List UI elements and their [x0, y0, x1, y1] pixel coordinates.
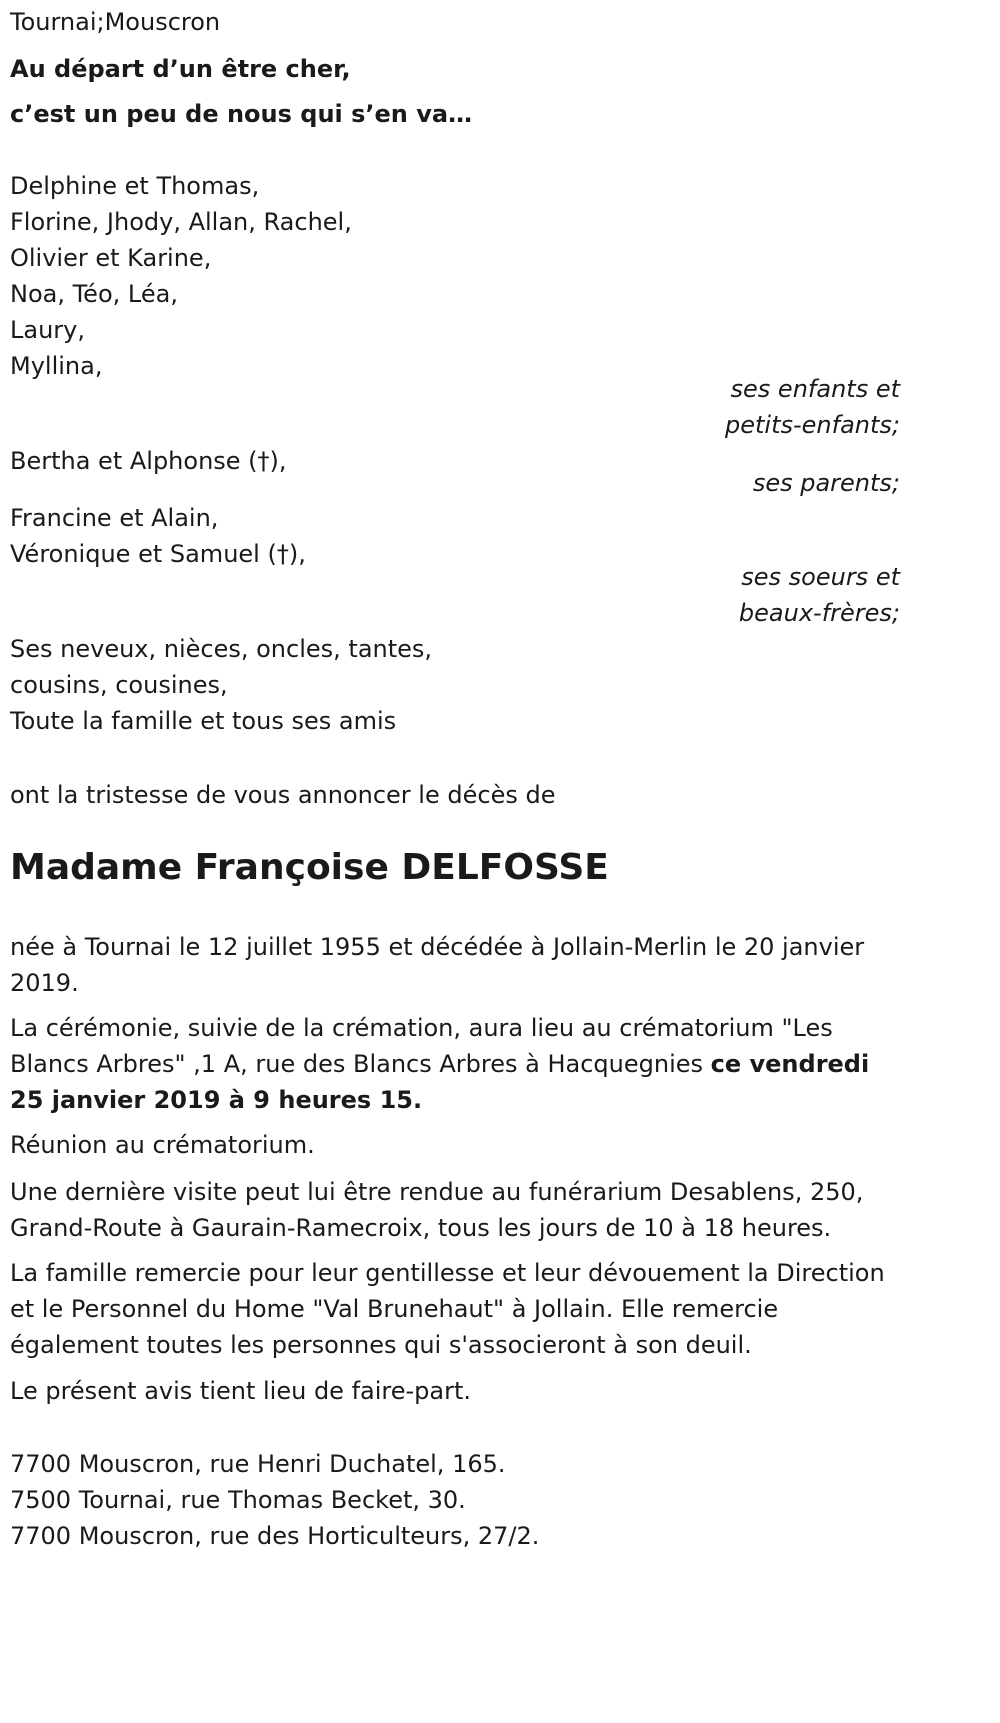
children-line: Florine, Jhody, Allan, Rachel,	[10, 208, 352, 236]
birth-death-text: née à Tournai le 12 juillet 1955 et décédée à Jollain-Merlin le 20 janvier 2019.	[10, 933, 865, 997]
quote-line-1: Au départ d’un être cher,	[10, 55, 351, 83]
extended-family-line: cousins, cousines,	[10, 671, 228, 699]
ceremony-text: La cérémonie, suivie de la crémation, aura lieu au crématorium "Les Blancs Arbres" ,1 A, rue des Blancs Arbres à Hacquegnies	[10, 1014, 833, 1078]
siblings-line: Véronique et Samuel (†),	[10, 540, 306, 568]
children-role-line-1: ses enfants et	[730, 375, 900, 403]
extended-family-line: Toute la famille et tous ses amis	[10, 707, 397, 735]
children-line: Noa, Téo, Léa,	[10, 280, 178, 308]
location-text: Tournai;Mouscron	[10, 8, 221, 36]
address-line: 7700 Mouscron, rue Henri Duchatel, 165.	[10, 1450, 506, 1478]
parents-line: Bertha et Alphonse (†),	[10, 447, 287, 475]
parents-role: ses parents;	[752, 469, 900, 497]
meeting-text: Réunion au crématorium.	[10, 1131, 315, 1159]
announcement-text: ont la tristesse de vous annoncer le décès de	[10, 781, 556, 809]
extended-family-line: Ses neveux, nièces, oncles, tantes,	[10, 635, 433, 663]
notice-text: Le présent avis tient lieu de faire-part.	[10, 1377, 472, 1405]
deceased-name: Madame Françoise DELFOSSE	[10, 847, 609, 888]
ceremony-date: ce vendredi 25 janvier 2019 à 9 heures 15.	[10, 1050, 870, 1114]
siblings-role-line-2: beaux-frères;	[738, 599, 900, 627]
siblings-line: Francine et Alain,	[10, 504, 219, 532]
children-line: Laury,	[10, 316, 85, 344]
children-role-line-2: petits-enfants;	[725, 411, 900, 439]
children-line: Delphine et Thomas,	[10, 172, 260, 200]
children-line: Olivier et Karine,	[10, 244, 212, 272]
children-line: Myllina,	[10, 352, 103, 380]
siblings-role-line-1: ses soeurs et	[741, 563, 900, 591]
thanks-text: La famille remercie pour leur gentillesse et leur dévouement la Direction et le Personnel du Home "Val Brunehaut" à Jollain. Elle remercie également toutes les personnes qui s'associeront à son deuil.	[10, 1259, 885, 1359]
quote-line-2: c’est un peu de nous qui s’en va…	[10, 100, 473, 128]
visit-text: Une dernière visite peut lui être rendue au funérarium Desablens, 250, Grand-Route à Gaurain-Ramecroix, tous les jours de 10 à 18 heures.	[10, 1178, 864, 1242]
address-line: 7500 Tournai, rue Thomas Becket, 30.	[10, 1486, 466, 1514]
ceremony-paragraph	[10, 1010, 900, 1118]
address-line: 7700 Mouscron, rue des Horticulteurs, 27/2.	[10, 1522, 540, 1550]
